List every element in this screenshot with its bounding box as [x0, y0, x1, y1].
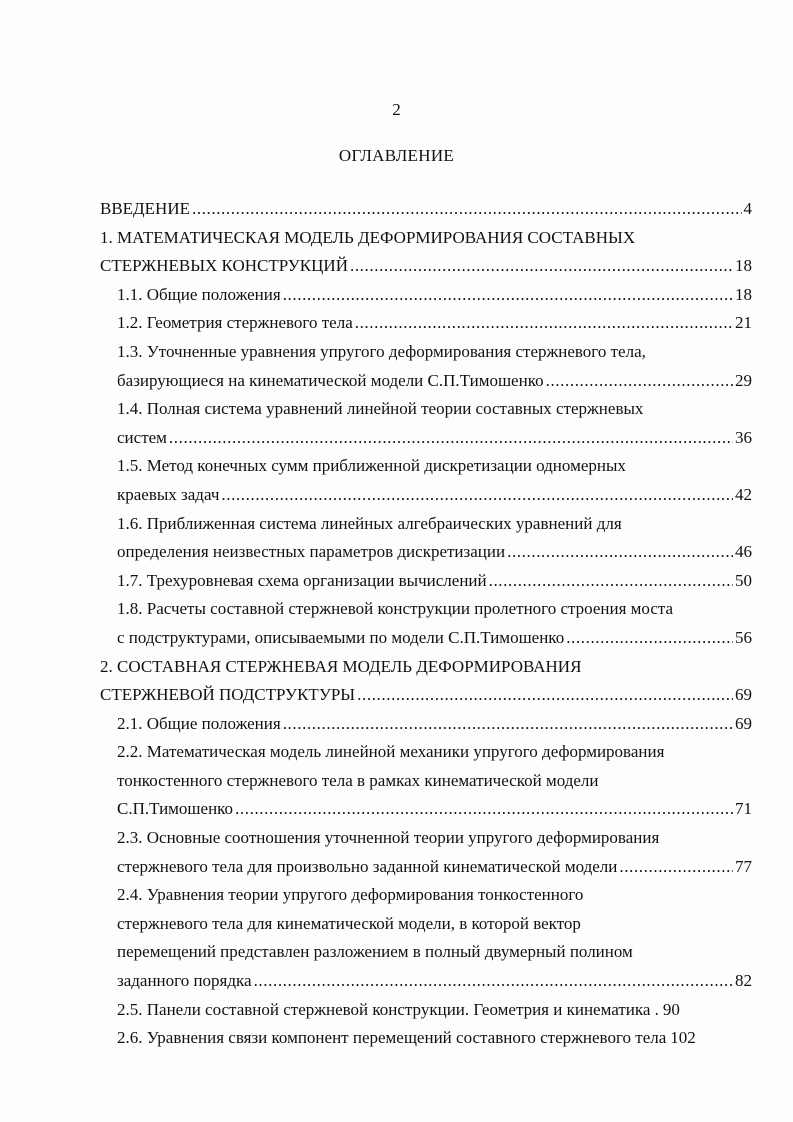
toc-entry[interactable]	[100, 395, 752, 452]
dot-leader	[355, 309, 733, 338]
toc-page-number: 18	[735, 284, 752, 304]
toc-title: ОГЛАВЛЕНИЕ	[338, 146, 455, 165]
toc-entry-text: стержневого тела для кинематической модели, в которой вектор	[117, 913, 581, 933]
toc-entry[interactable]	[100, 1024, 752, 1053]
toc-entry[interactable]	[100, 281, 752, 310]
toc-page-number: 56	[735, 627, 752, 647]
toc-entry[interactable]	[100, 595, 752, 652]
toc-entry-text: перемещений представлен разложением в полный двумерный полином	[117, 942, 633, 962]
toc-entry-text: с подструктурами, описываемыми по модели С.П.Тимошенко	[117, 627, 565, 647]
toc-entry[interactable]	[100, 224, 752, 281]
toc-entry-text: 1.7. Трехуровневая схема организации вычислений	[117, 570, 487, 590]
toc-entry-text: СТЕРЖНЕВОЙ ПОДСТРУКТУРЫ	[100, 685, 356, 705]
toc-entry[interactable]	[100, 338, 752, 395]
dot-leader	[254, 967, 733, 996]
toc-entry[interactable]	[100, 195, 752, 224]
table-of-contents	[100, 195, 752, 1053]
toc-entry-text: 1.6. Приближенная система линейных алгебраических уравнений для	[117, 513, 622, 533]
toc-entry-text: тонкостенного стержневого тела в рамках кинематической модели	[117, 770, 599, 790]
toc-entry[interactable]	[100, 881, 752, 995]
toc-entry-text: 1.1. Общие положения	[117, 284, 281, 304]
toc-entry-text: 2.3. Основные соотношения уточненной теории упругого деформирования	[117, 828, 660, 848]
toc-page-number: 46	[735, 542, 752, 562]
toc-entry-text: 2.4. Уравнения теории упругого деформирования тонкостенного	[117, 885, 584, 905]
dot-leader	[283, 710, 733, 739]
toc-page-number: 36	[735, 427, 752, 447]
toc-entry-text: 1.2. Геометрия стержневого тела	[117, 313, 353, 333]
dot-leader	[169, 424, 733, 453]
dot-leader	[546, 367, 733, 396]
toc-entry-text: 1. МАТЕМАТИЧЕСКАЯ МОДЕЛЬ ДЕФОРМИРОВАНИЯ СОСТАВНЫХ	[100, 227, 636, 247]
toc-page-number: 29	[735, 370, 752, 390]
dot-leader	[350, 252, 733, 281]
dot-leader	[235, 795, 733, 824]
toc-entry-text: краевых задач	[117, 484, 220, 504]
toc-page-number: 18	[735, 256, 752, 276]
dot-leader	[221, 481, 733, 510]
toc-entry[interactable]	[100, 996, 752, 1025]
dot-leader	[507, 538, 733, 567]
page-number: 2	[392, 100, 401, 119]
toc-entry[interactable]	[100, 567, 752, 596]
toc-entry-text: 1.3. Уточненные уравнения упругого деформирования стержневого тела,	[117, 341, 646, 361]
toc-page-number: 21	[735, 313, 752, 333]
toc-entry-text: определения неизвестных параметров дискретизации	[117, 542, 506, 562]
toc-entry-text: 1.4. Полная система уравнений линейной теории составных стержневых	[117, 399, 644, 419]
toc-entry-text: 2. СОСТАВНАЯ СТЕРЖНЕВАЯ МОДЕЛЬ ДЕФОРМИРОВАНИЯ	[100, 656, 582, 676]
toc-entry-text: систем	[117, 427, 167, 447]
toc-entry-text: 2.2. Математическая модель линейной механики упругого деформирования	[117, 742, 665, 762]
toc-entry-text: 2.5. Панели составной стержневой конструкции. Геометрия и кинематика .	[117, 999, 659, 1019]
toc-page-number: 82	[735, 971, 752, 991]
toc-entry[interactable]	[100, 510, 752, 567]
toc-entry-text: 1.8. Расчеты составной стержневой конструкции пролетного строения моста	[117, 599, 674, 619]
toc-entry-text: ВВЕДЕНИЕ	[100, 199, 190, 218]
toc-entry-text: 1.5. Метод конечных сумм приближенной дискретизации одномерных	[117, 456, 626, 476]
toc-entry[interactable]	[100, 653, 752, 710]
toc-entry-text: СТЕРЖНЕВЫХ КОНСТРУКЦИЙ	[100, 256, 348, 276]
toc-entry[interactable]	[100, 452, 752, 509]
toc-entry[interactable]	[100, 824, 752, 881]
toc-entry-text: С.П.Тимошенко	[117, 799, 234, 819]
dot-leader	[192, 195, 742, 224]
toc-entry[interactable]	[100, 738, 752, 824]
toc-page-number: 4	[743, 199, 752, 218]
toc-page-number: 90	[662, 999, 680, 1019]
toc-page-number: 69	[735, 713, 752, 733]
dot-leader	[566, 624, 733, 653]
dot-leader	[357, 681, 733, 710]
toc-page-number: 69	[735, 685, 752, 705]
toc-page-number: 102	[670, 1028, 696, 1048]
toc-page-number: 50	[735, 570, 752, 590]
toc-page-number: 77	[735, 856, 752, 876]
toc-entry-text: стержневого тела для произвольно заданной кинематической модели	[117, 856, 618, 876]
toc-entry-text: заданного порядка	[117, 971, 252, 991]
dot-leader	[489, 567, 733, 596]
toc-entry[interactable]	[100, 309, 752, 338]
toc-page-number: 71	[735, 799, 752, 819]
toc-entry-text: 2.1. Общие положения	[117, 713, 281, 733]
toc-entry[interactable]	[100, 710, 752, 739]
toc-entry-text: базирующиеся на кинематической модели С.П.Тимошенко	[117, 370, 544, 390]
dot-leader	[283, 281, 733, 310]
dot-leader	[619, 853, 733, 882]
toc-entry-text: 2.6. Уравнения связи компонент перемещений составного стержневого тела	[117, 1028, 667, 1048]
toc-page-number: 42	[735, 484, 752, 504]
